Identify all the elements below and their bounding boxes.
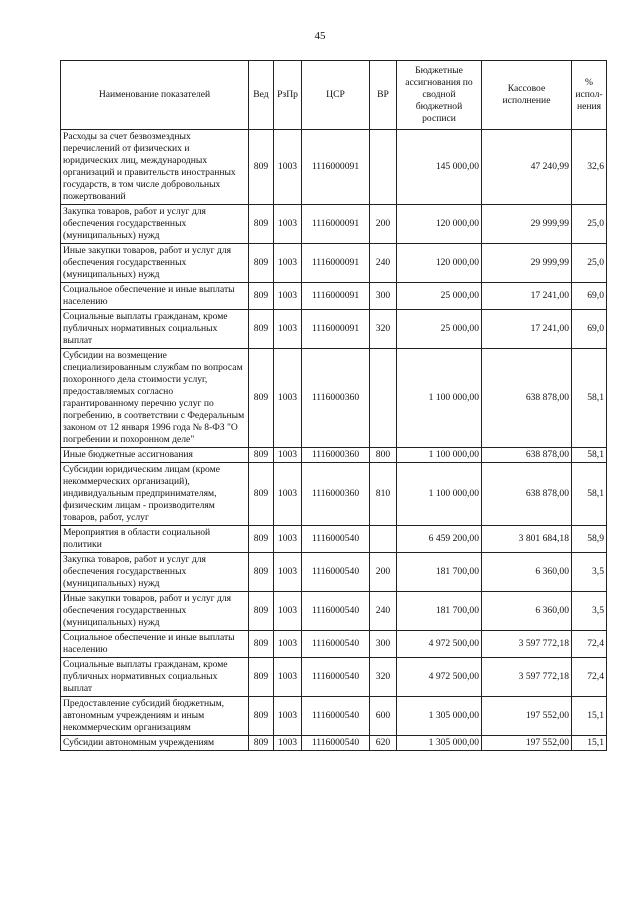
row-cash: 6 360,00 <box>482 592 572 631</box>
row-name: Субсидии автономным учреждениям <box>61 736 249 751</box>
row-name: Мероприятия в области социальной политики <box>61 526 249 553</box>
table-row <box>61 736 607 751</box>
row-ved: 809 <box>249 592 274 631</box>
row-pct: 69,0 <box>572 283 607 310</box>
row-budget: 145 000,00 <box>397 130 482 205</box>
row-cash: 29 999,99 <box>482 244 572 283</box>
row-vr: 600 <box>370 697 397 736</box>
row-vr: 300 <box>370 283 397 310</box>
row-pct: 25,0 <box>572 205 607 244</box>
row-name: Социальные выплаты гражданам, кроме публичных нормативных социальных выплат <box>61 658 249 697</box>
table-header-row <box>61 61 607 130</box>
row-cash: 47 240,99 <box>482 130 572 205</box>
table-row <box>61 448 607 463</box>
row-ved: 809 <box>249 205 274 244</box>
row-name: Иные бюджетные ассигнования <box>61 448 249 463</box>
row-ved: 809 <box>249 526 274 553</box>
row-budget: 1 100 000,00 <box>397 463 482 526</box>
row-pct: 32,6 <box>572 130 607 205</box>
row-csr: 1116000091 <box>302 205 370 244</box>
row-rzpr: 1003 <box>274 592 302 631</box>
header-pct: % испол-нения <box>572 61 607 130</box>
row-rzpr: 1003 <box>274 130 302 205</box>
table-row <box>61 658 607 697</box>
row-csr: 1116000360 <box>302 448 370 463</box>
row-pct: 3,5 <box>572 592 607 631</box>
table-body <box>61 130 607 751</box>
row-csr: 1116000091 <box>302 130 370 205</box>
page-number: 45 <box>314 30 326 42</box>
row-vr: 320 <box>370 658 397 697</box>
row-csr: 1116000540 <box>302 592 370 631</box>
row-pct: 72,4 <box>572 631 607 658</box>
row-csr: 1116000091 <box>302 283 370 310</box>
row-cash: 3 801 684,18 <box>482 526 572 553</box>
row-ved: 809 <box>249 658 274 697</box>
header-name: Наименование показателей <box>61 61 249 130</box>
header-rzpr: РзПр <box>274 61 302 130</box>
row-cash: 638 878,00 <box>482 349 572 448</box>
row-cash: 29 999,99 <box>482 205 572 244</box>
row-rzpr: 1003 <box>274 553 302 592</box>
row-pct: 25,0 <box>572 244 607 283</box>
row-ved: 809 <box>249 697 274 736</box>
table-row <box>61 463 607 526</box>
table-row <box>61 553 607 592</box>
row-ved: 809 <box>249 283 274 310</box>
row-rzpr: 1003 <box>274 658 302 697</box>
row-csr: 1116000540 <box>302 526 370 553</box>
row-pct: 58,1 <box>572 463 607 526</box>
header-vr: ВР <box>370 61 397 130</box>
header-csr: ЦСР <box>302 61 370 130</box>
row-cash: 6 360,00 <box>482 553 572 592</box>
row-rzpr: 1003 <box>274 448 302 463</box>
row-name: Расходы за счет безвозмездных перечислений от физических и юридических лиц, международных организаций и правительств иностранных государств, в том числе добровольных пожертвований <box>61 130 249 205</box>
table-row <box>61 349 607 448</box>
row-csr: 1116000540 <box>302 553 370 592</box>
row-csr: 1116000091 <box>302 244 370 283</box>
row-name: Субсидии на возмещение специализированным службам по вопросам похоронного дела стоимости услуг, предоставляемых согласно гарантированному перечню услуг по погребению, в соответствии с Федеральным законом от 12 января 1996 года № 8-ФЗ "О погребении и похоронном деле" <box>61 349 249 448</box>
header-cash: Кассовое исполнение <box>482 61 572 130</box>
row-cash: 638 878,00 <box>482 448 572 463</box>
row-name: Иные закупки товаров, работ и услуг для обеспечения государственных (муниципальных) нужд <box>61 244 249 283</box>
row-pct: 72,4 <box>572 658 607 697</box>
row-pct: 69,0 <box>572 310 607 349</box>
row-pct: 3,5 <box>572 553 607 592</box>
row-csr: 1116000540 <box>302 697 370 736</box>
row-vr <box>370 130 397 205</box>
header-ved: Вед <box>249 61 274 130</box>
row-csr: 1116000540 <box>302 736 370 751</box>
row-pct: 15,1 <box>572 736 607 751</box>
row-budget: 6 459 200,00 <box>397 526 482 553</box>
row-csr: 1116000360 <box>302 349 370 448</box>
row-vr <box>370 349 397 448</box>
row-rzpr: 1003 <box>274 463 302 526</box>
row-rzpr: 1003 <box>274 349 302 448</box>
table-row <box>61 631 607 658</box>
row-rzpr: 1003 <box>274 526 302 553</box>
row-csr: 1116000540 <box>302 658 370 697</box>
row-ved: 809 <box>249 463 274 526</box>
row-budget: 4 972 500,00 <box>397 658 482 697</box>
row-vr: 200 <box>370 553 397 592</box>
row-budget: 120 000,00 <box>397 244 482 283</box>
row-name: Закупка товаров, работ и услуг для обеспечения государственных (муниципальных) нужд <box>61 205 249 244</box>
table-row <box>61 526 607 553</box>
row-budget: 1 305 000,00 <box>397 697 482 736</box>
row-budget: 181 700,00 <box>397 592 482 631</box>
row-name: Социальное обеспечение и иные выплаты населению <box>61 283 249 310</box>
row-vr: 240 <box>370 592 397 631</box>
row-rzpr: 1003 <box>274 631 302 658</box>
row-rzpr: 1003 <box>274 283 302 310</box>
table-row <box>61 205 607 244</box>
row-cash: 197 552,00 <box>482 736 572 751</box>
row-name: Закупка товаров, работ и услуг для обеспечения государственных (муниципальных) нужд <box>61 553 249 592</box>
row-budget: 120 000,00 <box>397 205 482 244</box>
row-name: Социальное обеспечение и иные выплаты населению <box>61 631 249 658</box>
row-csr: 1116000091 <box>302 310 370 349</box>
row-cash: 638 878,00 <box>482 463 572 526</box>
row-budget: 4 972 500,00 <box>397 631 482 658</box>
row-ved: 809 <box>249 310 274 349</box>
row-vr: 300 <box>370 631 397 658</box>
row-rzpr: 1003 <box>274 697 302 736</box>
row-ved: 809 <box>249 448 274 463</box>
row-ved: 809 <box>249 244 274 283</box>
row-ved: 809 <box>249 130 274 205</box>
row-rzpr: 1003 <box>274 310 302 349</box>
row-rzpr: 1003 <box>274 244 302 283</box>
row-name: Предоставление субсидий бюджетным, автономным учреждениям и иным некоммерческим организациям <box>61 697 249 736</box>
row-rzpr: 1003 <box>274 205 302 244</box>
row-budget: 1 305 000,00 <box>397 736 482 751</box>
row-budget: 181 700,00 <box>397 553 482 592</box>
row-rzpr: 1003 <box>274 736 302 751</box>
table-row <box>61 130 607 205</box>
row-ved: 809 <box>249 553 274 592</box>
row-budget: 25 000,00 <box>397 310 482 349</box>
row-vr: 620 <box>370 736 397 751</box>
row-cash: 197 552,00 <box>482 697 572 736</box>
row-name: Иные закупки товаров, работ и услуг для обеспечения государственных (муниципальных) нужд <box>61 592 249 631</box>
table-row <box>61 697 607 736</box>
row-pct: 58,1 <box>572 349 607 448</box>
row-ved: 809 <box>249 349 274 448</box>
header-budget: Бюджетные ассигнования по сводной бюджетной росписи <box>397 61 482 130</box>
row-vr: 800 <box>370 448 397 463</box>
row-name: Субсидии юридическим лицам (кроме некоммерческих организаций), индивидуальным предпринимателям, физическим лицам - производителям товаров, работ, услуг <box>61 463 249 526</box>
row-name: Социальные выплаты гражданам, кроме публичных нормативных социальных выплат <box>61 310 249 349</box>
row-csr: 1116000360 <box>302 463 370 526</box>
row-vr: 240 <box>370 244 397 283</box>
row-csr: 1116000540 <box>302 631 370 658</box>
row-ved: 809 <box>249 631 274 658</box>
table-row <box>61 592 607 631</box>
row-vr <box>370 526 397 553</box>
row-budget: 1 100 000,00 <box>397 448 482 463</box>
table-row <box>61 310 607 349</box>
row-cash: 3 597 772,18 <box>482 658 572 697</box>
row-pct: 58,9 <box>572 526 607 553</box>
row-ved: 809 <box>249 736 274 751</box>
row-budget: 25 000,00 <box>397 283 482 310</box>
row-pct: 58,1 <box>572 448 607 463</box>
budget-execution-table <box>60 60 607 751</box>
row-pct: 15,1 <box>572 697 607 736</box>
row-vr: 200 <box>370 205 397 244</box>
row-vr: 810 <box>370 463 397 526</box>
table-row <box>61 283 607 310</box>
row-vr: 320 <box>370 310 397 349</box>
row-cash: 17 241,00 <box>482 283 572 310</box>
table-row <box>61 244 607 283</box>
row-cash: 3 597 772,18 <box>482 631 572 658</box>
row-cash: 17 241,00 <box>482 310 572 349</box>
row-budget: 1 100 000,00 <box>397 349 482 448</box>
